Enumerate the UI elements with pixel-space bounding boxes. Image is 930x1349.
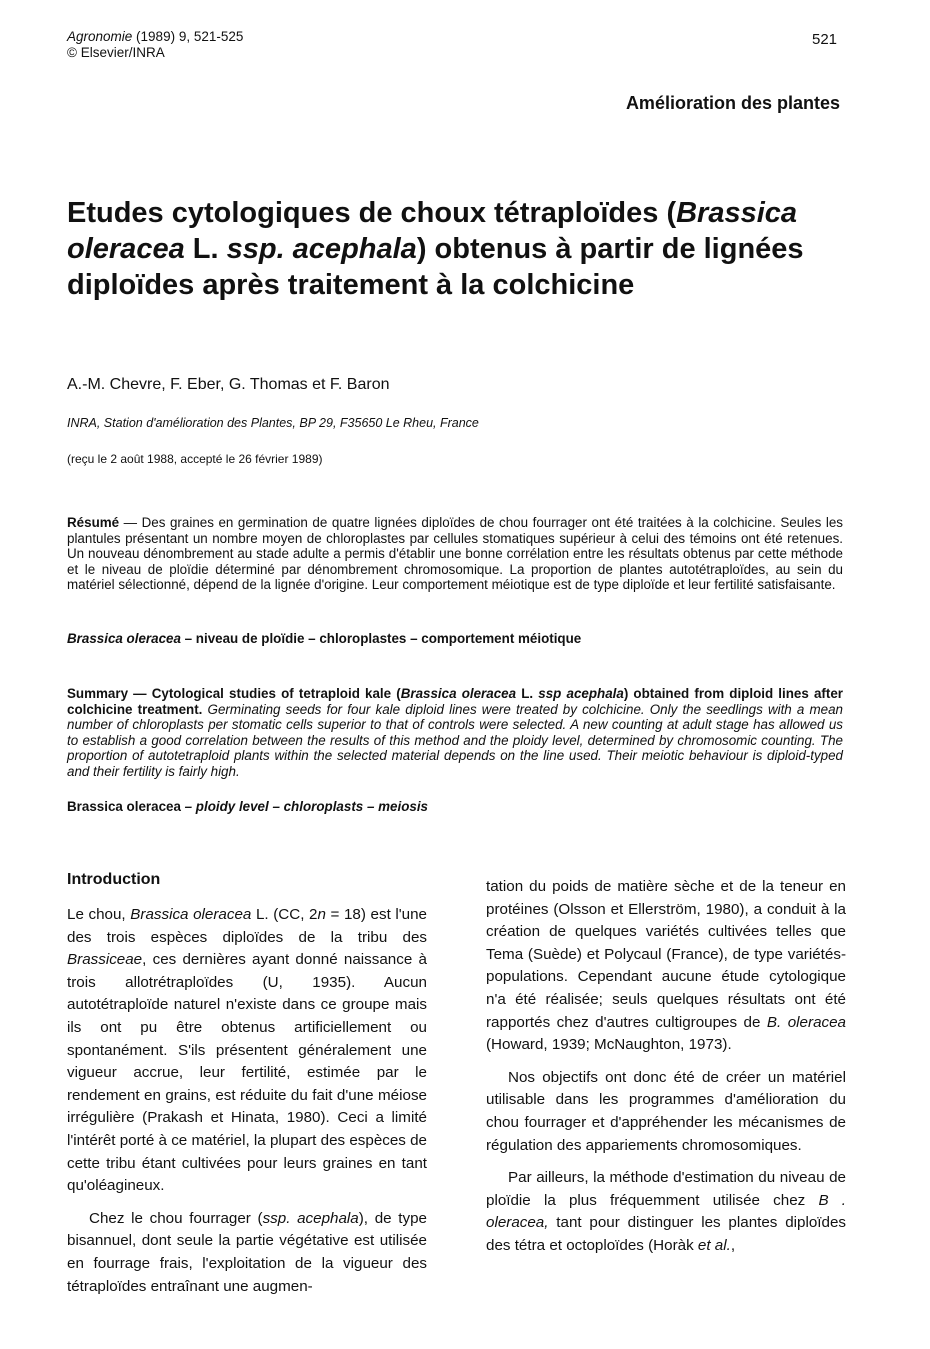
keyword-list: – niveau de ploïdie – chloroplastes – comportement méiotique: [180, 631, 582, 646]
text: L. (CC, 2: [251, 906, 318, 923]
summary-title: — Cytological studies of tetraploid kale (: [128, 686, 401, 701]
text: tant pour distinguer les plantes diploïdes des tétra et octoploïdes (Horàk: [486, 1214, 846, 1254]
intro-paragraph-5: [486, 1167, 846, 1257]
summary-title: ) obtained from diploid lines after colchicine treatment.: [67, 686, 843, 717]
page-number: 521: [812, 31, 838, 48]
summary-species: Brassica oleracea: [400, 686, 517, 701]
section-heading: Amélioration des plantes: [625, 93, 840, 113]
species-name: B . oleracea,: [486, 1191, 846, 1232]
journal-volume: (1989) 9, 521-525: [132, 29, 244, 44]
left-column: [67, 870, 427, 1308]
resume-label: Résumé: [67, 515, 120, 530]
text: = 18) est l'une des trois espèces diploïdes de la tribu des: [67, 906, 427, 946]
journal-name: Agronomie: [67, 29, 133, 44]
text: tation du poids de matière sèche et de la teneur en protéines (Olsson et Ellerström, 1980), a conduit à la création de quelques variétés cultivées telles que Tema (Suède) et Polycaul (France), de type variétés-populations. Cependant aucune étude cytologique n'a été réalisée; seuls quelques résultats ont été rapportés chez d'autres cultigroupes de: [486, 878, 846, 1031]
intro-paragraph-4: Nos objectifs ont donc été de créer un matériel utilisable dans les programmes d'amélioration du chou fourrager et d'appréhender les mécanismes de régulation des appariements chromosomiques.: [486, 1068, 846, 1154]
chromosome-symbol: n: [317, 906, 326, 923]
text: Par ailleurs, la méthode d'estimation du niveau de ploïdie la plus fréquemment utilisée chez: [486, 1169, 846, 1209]
resume-abstract: [67, 515, 843, 593]
received-dates: (reçu le 2 août 1988, accepté le 26 février 1989): [67, 452, 323, 466]
subspecies-name: ssp. acephala: [262, 1209, 359, 1227]
tribe-name: Brassiceae: [67, 951, 143, 969]
journal-citation: [67, 29, 243, 61]
title-subspecies: ssp. acephala: [226, 233, 417, 265]
summary-label: Summary: [67, 686, 129, 701]
summary-subspecies: ssp acephala: [538, 686, 624, 701]
title-part: L.: [184, 233, 227, 265]
affiliation: INRA, Station d'amélioration des Plantes, BP 29, F35650 Le Rheu, France: [67, 416, 479, 430]
introduction-heading: Introduction: [67, 871, 161, 888]
species-name: Brassica oleracea: [130, 906, 252, 923]
keyword-species: Brassica oleracea: [67, 631, 181, 646]
et-al: et al.: [697, 1236, 731, 1254]
keyword-list: – ploidy level – chloroplasts – meiosis: [180, 799, 428, 814]
title-species: Brassica oleracea: [67, 197, 798, 265]
right-column: [486, 876, 846, 1268]
summary-title: L.: [516, 686, 539, 701]
keyword-species: Brassica oleracea: [67, 799, 181, 814]
intro-paragraph-1: [67, 904, 427, 1198]
intro-paragraph-2: [67, 1208, 427, 1298]
paper-title: [67, 195, 857, 303]
resume-text: — Des graines en germination de quatre lignées diploïdes de chou fourrager ont été traitées à la colchicine. Seules les plantules présentant un nombre moyen de chloroplastes par cellules stomatiques supérieur à celui des témoins ont été retenues. Un nouveau dénombrement au stade adulte a permis d'établir une bonne corrélation entre les résultats obtenus par cette méthode et le niveau de ploïdie déterminé par dénombrement chromosomique. La proportion de plantes autotétraploïdes, au sein du matériel sélectionné, dépend de la lignée d'origine. Leur comportement méiotique est de type diploïde et leur fertilité satisfaisante.: [67, 515, 843, 593]
text: ,: [730, 1236, 736, 1254]
species-name: B. oleracea: [766, 1013, 846, 1031]
text: ), de type bisannuel, dont seule la partie végétative est utilisée en fourrage frais, l'exploitation de la vigueur des tétraploïdes entraînant une augmen-: [67, 1209, 427, 1295]
keywords-fr: [67, 631, 581, 646]
text: (Howard, 1939; McNaughton, 1973).: [486, 1036, 732, 1054]
authors: A.-M. Chevre, F. Eber, G. Thomas et F. Baron: [67, 376, 390, 393]
title-part: Etudes cytologiques de choux tétraploïdes (: [67, 197, 677, 229]
text: Chez le chou fourrager (: [89, 1209, 263, 1227]
title-part: ) obtenus à partir de lignées diploïdes après traitement à la colchicine: [67, 233, 804, 301]
summary-abstract: [67, 686, 843, 780]
summary-text: Germinating seeds for four kale diploid lines were treated by colchicine. Only the seedlings with a mean number of chloroplasts per stomatic cells superior to that of controls were selected. A new counting at adult stage has allowed us to establish a good correlation between the results of this method and the ploidy level, determined by chromosomic counting. The proportion of autotetraploid plants within the selected material depends on the line used. Their meiotic behaviour is diploid-typed and their fertility is fairly high.: [67, 701, 843, 779]
intro-paragraph-3: [486, 876, 846, 1057]
copyright: © Elsevier/INRA: [67, 45, 165, 60]
keywords-en: [67, 799, 428, 814]
text: Le chou,: [67, 906, 131, 923]
text: , ces dernières ayant donné naissance à trois allotrétraploïdes (U, 1935). Aucun autotétraploïde naturel n'existe dans ce groupe mais ils ont pu être obtenus artificiellement ou spontanément. S'ils présentent généralement une vigueur accrue, leur fertilité, estimée par le rendement en grains, est réduite du fait d'une méiose irrégulière (Prakash et Hinata, 1980). Ceci a limité l'intérêt porté à ce matériel, la plupart des espèces de cette tribu étant cultivées pour leurs graines en tant qu'oléagineux.: [67, 951, 428, 1195]
